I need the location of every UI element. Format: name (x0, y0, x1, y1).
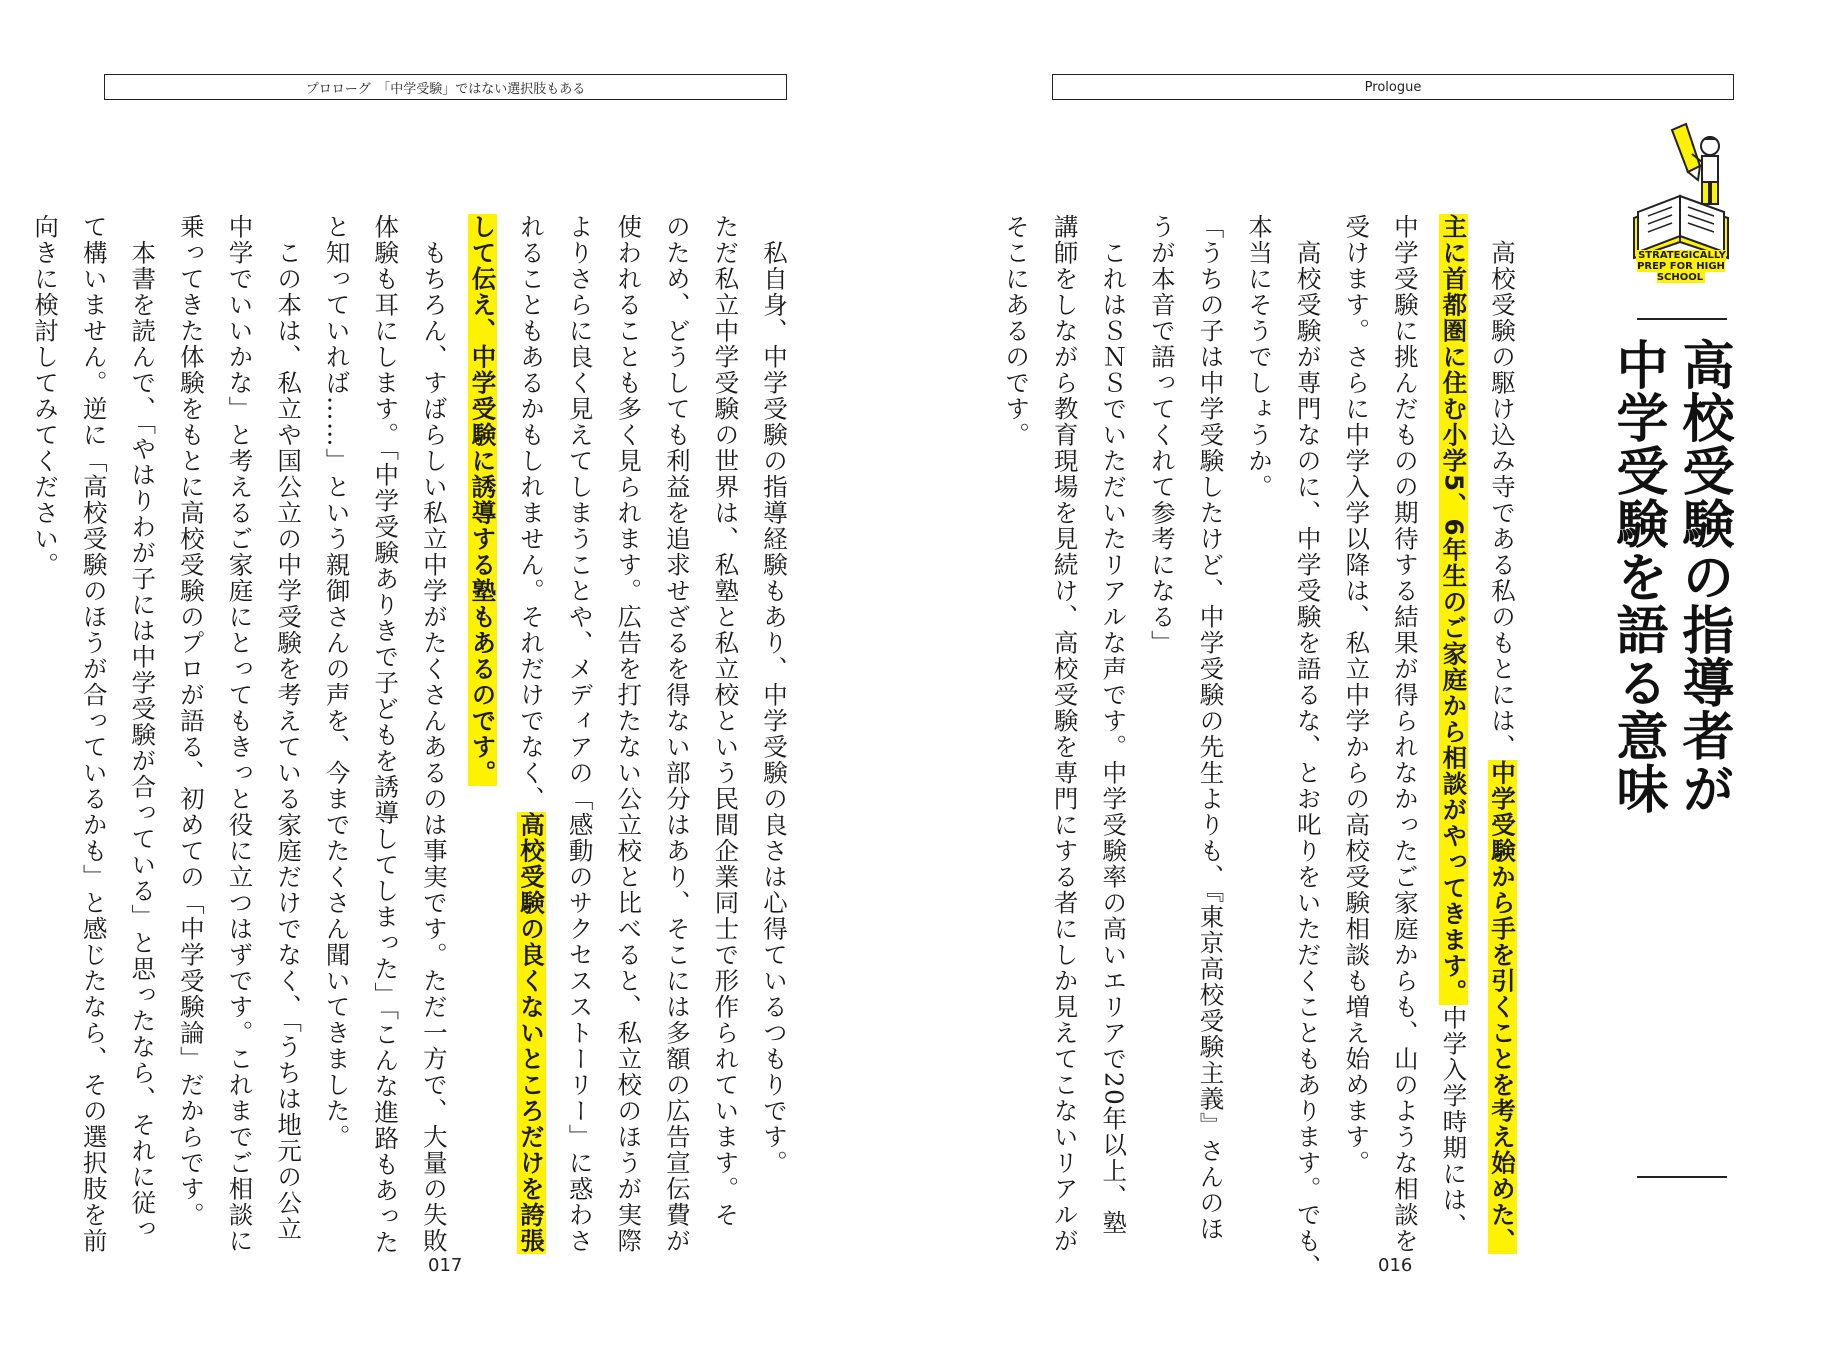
left-body-text (21, 214, 799, 1254)
title-rule-bottom (1637, 1176, 1727, 1178)
right-running-head-text: Prologue (1364, 79, 1422, 95)
right-body-highlight: 中学受験から手を引くことを考え始めた、 主に首都圏に住む小学5、6年生のご家庭から相談がやってきます。 (1439, 214, 1517, 1254)
right-body-segment: 中学入学時期には、 中学受験に挑んだものの期待する結果が得られなかったご家庭からも、山のような相談を 受けます。さらに中学入学以降は、私立中学からの高校受験相談も増え始めます。 高校受験が専門なのに、中学受験を語るな、とお叱りをいただくこともあります。でも、 本当にそうでしょうか。 「うちの子は中学受験したけど、中学受験の先生よりも、『東京高校受験主義』さんのほ うが本音で語ってくれて参考になる」 これはＳＮＳでいただいたリアルな声です。中学受験率の高いエリアで20年以上、塾 講師をしながら教育現場を見続け、高校受験を専門にする者にしか見えてこないリアルが そこにあるのです。 (1002, 214, 1469, 1280)
right-running-head (1052, 74, 1734, 100)
left-body-highlight: 高校受験の良くないところだけを誇張 して伝え、中学受験に誘導する塾もあるのです。 (468, 214, 547, 1254)
left-body-segment: 私自身、中学受験の指導経験もあり、中学受験の良さは心得ているつもりです。 ただ私立中学受験の世界は、私塾と私立校という民間企業同士で形作られています。そ のため、どうしても利益を追求せざるを得ない部分はあり、そこには多額の広告宣伝費が 使われることも多く見られます。広告を打たない公立校と比べると、私立校のほうが実際 よりさらに良く見えてしまうことや、メディアの「感動のサクセスストーリー」に惑わさ れることもあるかもしれません。それだけでなく、 (517, 214, 789, 1254)
right-body-segment: 高校受験の駆け込み寺である私のもとには、 (1488, 214, 1517, 760)
left-folio: 017 (428, 1255, 463, 1276)
emblem-label-text: STRATEGICALLY PREP FOR HIGH SCHOOL (1637, 250, 1726, 283)
emblem-label (1634, 250, 1728, 283)
left-running-head-text: プロローグ 「中学受験」ではない選択肢もある (305, 81, 586, 97)
right-folio: 016 (1378, 1255, 1413, 1276)
left-running-head (104, 74, 787, 100)
chapter-title: 高校受験の指導者が 中学受験を語る意味 (1607, 338, 1733, 815)
left-body-segment: もちろん、すばらしい私立中学がたくさんあるのは事実です。ただ一方で、大量の失敗 体験も耳にします。「中学受験ありきで子どもを誘導してしまった」「こんな進路もあった と知っていれば……」という親御さんの声を、今までたくさん聞いてきました。 この本は、私立や国公立の中学受験を考えている家庭だけでなく、「うちは地元の公立 中学でいいかな」と考えるご家庭にとってもきっと役に立つはずです。これまでご相談に 乗ってきた体験をもとに高校受験のプロが語る、初めての「中学受験論」だからです。 本書を読んで、「やはりわが子には中学受験が合っている」と思ったなら、それに従っ て構いません。逆に「高校受験のほうが合っているかも」と感じたなら、その選択肢を前 向きに検討してみてください。 (31, 214, 449, 1256)
title-rule-top (1637, 318, 1727, 320)
